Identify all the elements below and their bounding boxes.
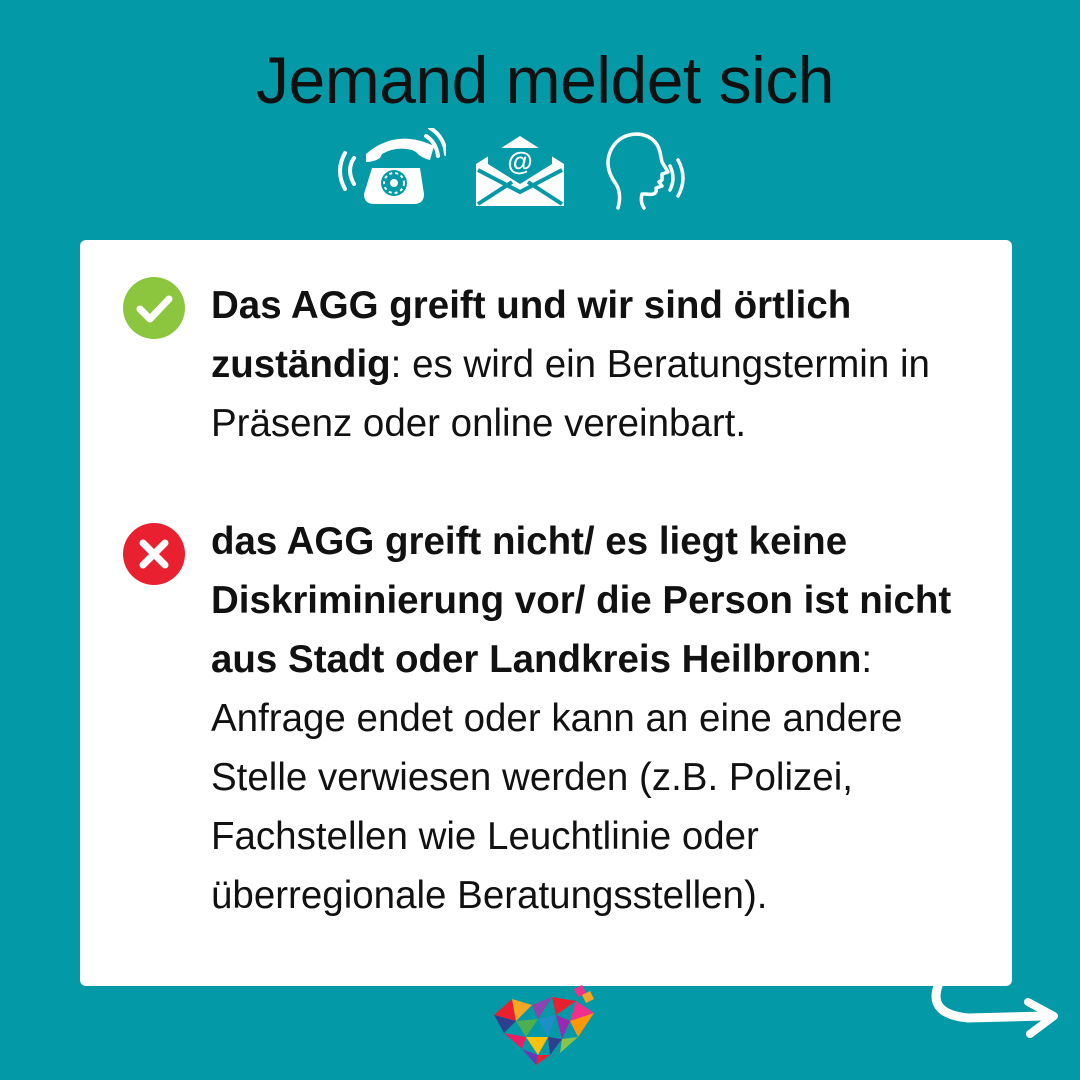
next-arrow-icon[interactable] <box>928 980 1068 1050</box>
outcome-text-accepted <box>211 276 1001 453</box>
outcome-rest-accepted: : es wird ein Beratungstermin in Präsenz oder online vereinbart. <box>211 343 930 445</box>
phone-icon <box>336 128 446 210</box>
speaking-person-icon <box>604 132 690 212</box>
svg-text:@: @ <box>507 146 533 176</box>
page-title: Jemand meldet sich <box>256 43 834 117</box>
outcome-rest-declined: : Anfrage endet oder kann an eine andere Stelle verwiesen werden (z.B. Polizei, Fachstellen wie Leuchtlinie oder überregionale Beratungsstellen). <box>211 638 903 917</box>
check-icon <box>122 276 186 340</box>
heart-logo <box>490 985 600 1067</box>
email-at-icon <box>472 134 568 208</box>
outcome-text-declined <box>211 512 1001 925</box>
outcome-bold-accepted: Das AGG greift und wir sind örtlich zuständig <box>211 284 852 386</box>
cross-icon <box>122 522 186 586</box>
outcome-bold-declined: das AGG greift nicht/ es liegt keine Diskriminierung vor/ die Person ist nicht aus Stadt oder Landkreis Heilbronn <box>211 520 952 681</box>
contact-icons <box>336 128 696 213</box>
info-card <box>80 240 1012 986</box>
